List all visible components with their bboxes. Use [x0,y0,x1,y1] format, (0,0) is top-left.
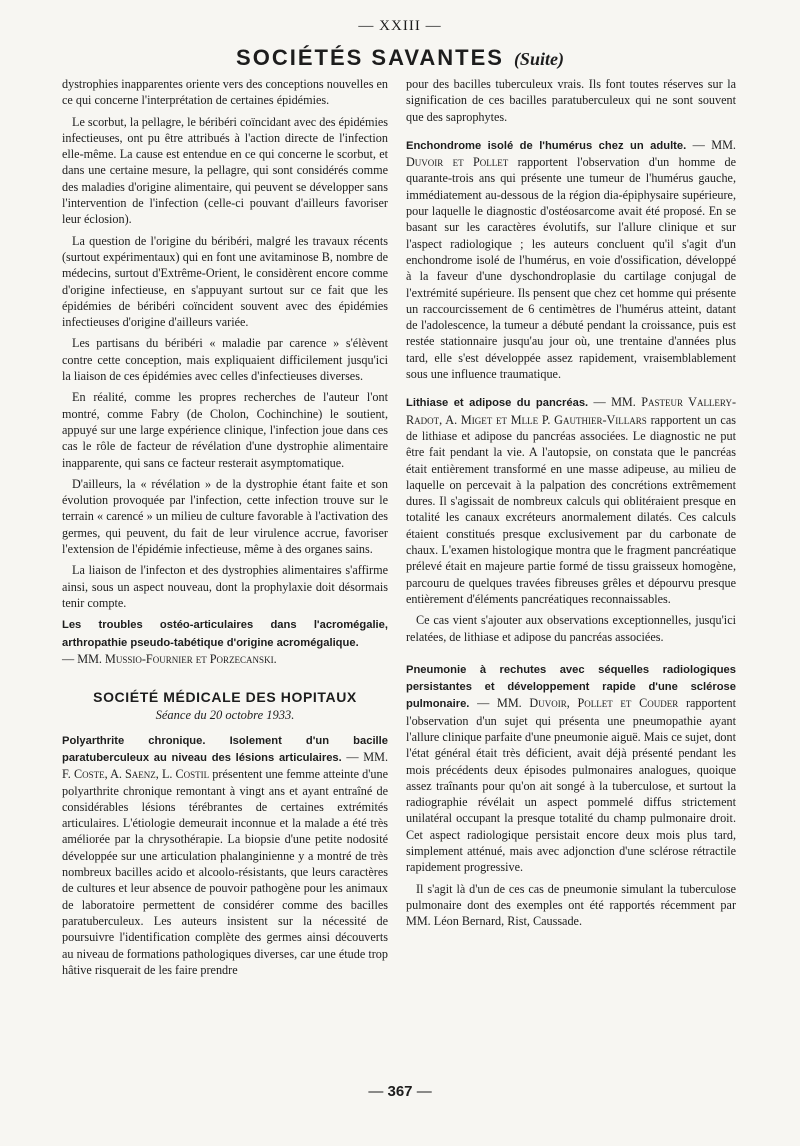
paragraph: Les partisans du béribéri « maladie par carence » s'élèvent contre cette conception, mais expliquaient difficilement jusqu'ici la liaison de ces épidémies avec celles d'infectieuses diverses. [62,336,388,384]
paragraph: La question de l'origine du béribéri, malgré les travaux récents (surtout expérimentaux) qui en font une avitaminose B, nombre de médecins, surtout d'Extrême-Orient, le considèrent encore comme d'origine infectieuse, en s'appuyant surtout sur ce fait que les épidémies de béribéri coïncident souvent avec des épidémies infectieuses d'origine d'ailleurs variée. [62,233,388,330]
communication-title: Lithiase et adipose du pancréas. [406,397,589,410]
paragraph: En réalité, comme les propres recherches de l'auteur l'ont montré, comme Fabry (de Cholon, Cochinchine) le soutient, appuyé sur une large expérience clinique, l'infection joue dans ces cas le rôle de facteur de révélation d'une dystrophie alimentaire inapparente, qui sans ce facteur resterait asymptomatique. [62,390,388,470]
paragraph: Il s'agit là d'un de ces cas de pneumonie simulant la tuberculose pulmonaire dont des exemples ont été rapportés récemment par MM. Léon Bernard, Rist, Caussade. [406,881,736,929]
dash: — MM. [346,749,388,764]
communication-lithiase [406,394,736,607]
communication-title: Polyarthrite chronique. Isolement d'un bacille paratuberculeux au niveau des lésions articulaires. [62,734,388,764]
paragraph: pour des bacilles tuberculeux vrais. Ils font toutes réserves sur la signification de ces bacilles paratuberculeux qui ne sont souvent que des saprophytes. [406,77,736,124]
communication-title: Enchondrome isolé de l'humérus chez un adulte. [406,139,687,152]
communication-acromegalie [62,616,388,667]
dash: — MM. [593,395,636,410]
dash: — MM. [692,137,736,152]
authors: Duvoir, Pollet et Couder [529,696,679,711]
paragraph: Ce cas vient s'ajouter aux observations exceptionnelles, jusqu'ici relatées, de lithiase et adipose du pancréas associées. [406,613,736,644]
page-number-dash-left: — [368,1083,384,1100]
authors: F. Coste, A. Saenz, L. Costil [62,767,210,782]
communication-body: rapportent l'observation d'un sujet qui présenta une pneumopathie ayant l'allure clinique parfaite d'une pneumonie aiguë. Mais ce sujet, dont l'état général était très déficient, avait déjà présenté pendant les mois précédents deux épisodes pulmonaires analogues, quoique assez traînants pour qu'on ait songé à la tuberculose, et surtout la radiographie révélait un aspect pommelé diffus strictement unilatéral occupant la presque totalité du champ pulmonaire droit. Cet aspect radiologique persistait encore deux mois plus tard, simplement atténué, mais avec adjonction d'une sclérose rétractile rapidement progressive. [406,696,737,875]
communication-polyarthrite [62,732,388,978]
page-number [0,1083,800,1100]
paragraph: D'ailleurs, la « révélation » de la dystrophie étant faite et son évolution provoquée par l'infection, cette infection trouve sur le terrain « carencé » un milieu de culture favorable à l'activation des germes, qui peuvent, du fait de leur virulence accrue, favoriser l'extension de l'épidémie infectieuse, même à des organes sains. [62,476,388,557]
communication-title: Pneumonie à rechutes avec séquelles radiologiques persistantes et développement rapide d'une sclérose pulmonaire. [406,663,736,711]
communication-pneumonie [406,661,736,876]
page-number-value: 367 [387,1083,413,1100]
right-column [406,76,736,935]
paragraph: La liaison de l'infecton et des dystrophies alimentaires s'affirme ainsi, sous un aspect nouveau, dont la prophylaxie doit désormais tenir compte. [62,563,388,610]
section-title-suffix: (Suite) [513,49,564,69]
running-title [0,45,800,74]
dash: — MM. [477,696,522,711]
communication-body: rapportent un cas de lithiase et adipose du pancréas associées. Le diagnostic ne put être fait pendant la vie. A l'autopsie, on constata que le pancréas était entièrement transformé en une masse adipeuse, au milieu de laquelle on percevait à la palpation des concrétions extrêmement dures. Il s'agissait de nombreux calculs qui oblitéraient presque en totalité les canaux excréteurs anormalement dilatés. Ces calculs étaient constitués presque exclusivement par du carbonate de chaux. L'examen histologique montra que le fragment pancréatique prélevé était en majeure partie formé de tissu graisseux homogène, parcouru de quelques travées fibreuses grêles et dépourvu presque entièrement d'éléments pancréatiques reconnaissables. [406,412,736,606]
authors: Duvoir et Pollet [406,155,509,170]
roman-page-number: — XXIII — [358,18,442,34]
session-date: Séance du 20 octobre 1933. [155,708,295,723]
communication-body: rapportent l'observation d'un homme de quarante-trois ans qui présente une tumeur de l'humérus gauche, immédiatement au-dessous de la région dia-épiphysaire supérieure, pour laquelle le diagnostic d'ostéosarcome avait été proposé. En se basant sur les caractères évolutifs, sur l'allure clinique et sur l'aspect radiologique ; les auteurs concluent qu'il s'agit d'un enchondrome isolé de l'humérus, en voie d'ossification, développé à la faveur d'une dyschondroplasie du cartilage conjugal de l'extrémité supérieure. Ils pensent que chez cet homme qui présente un raccourcissement de 6 centimètres de l'humérus atteint, datant de l'adolescence, la tumeur a débuté pendant la croissance, puis est restée stationnaire jusqu'au jour où, une trentaine d'années plus tard, elle s'est développée assez rapidement, vraisemblablement sous une influence traumatique. [406,155,736,382]
page-number-dash-right: — [416,1083,432,1100]
paragraph: Le scorbut, la pellagre, le béribéri coïncidant avec des épidémies infectieuses, ont pu être attribués à l'action directe de l'infection elle-même. La cause est entendue en ce qui concerne le scorbut, et dans une certaine mesure, la pellagre, qui sont considérés comme des maladies d'origine alimentaire, qui peuvent se développer sans l'intervention de l'infection (celle-ci pouvant d'ailleurs favoriser leur éclosion). [62,114,388,227]
authors: Pasteur Vallery-Radot, A. Miget et Mlle P. Gauthier-Villars [406,395,736,427]
left-column [62,76,388,983]
society-heading: SOCIÉTÉ MÉDICALE DES HOPITAUX [93,689,357,706]
communication-body: présentent une femme atteinte d'une polyarthrite chronique remontant à vingt ans et ayant entraîné de considérables lésions térébrantes de certaines extrémités articulaires. L'étiologie demeurait inconnue et la malade a été très améliorée par la chrysothérapie. La biopsie d'une petite nodosité développée sur une articulation phalanginienne y a montré de très nombreux bacilles acido et alcoolo-résistants, que leurs caractères de cultures et leur absence de pouvoir pathogène pour les animaux de laboratoire permettent de considérer comme des bacilles paratuberculeux. Les auteurs insistent sur la nécessité de poursuivre l'identification complète des germes ainsi découverts au niveau de formations pathologiques diverses, car une étude trop hâtive risquerait de les faire prendre [62,767,388,977]
paragraph: dystrophies inapparentes oriente vers des conceptions nouvelles en ce qui concerne l'interprétation de certaines épidémies. [62,77,388,108]
dash: — MM. [62,651,102,666]
communication-enchondrome [406,137,736,382]
communication-title: Les troubles ostéo-articulaires dans l'acromégalie, arthropathie pseudo-tabétique d'origine acromégalique. [62,619,388,649]
section-title: SOCIÉTÉS SAVANTES [236,45,504,70]
authors: Mussio-Fournier et Porzecanski. [105,651,277,666]
